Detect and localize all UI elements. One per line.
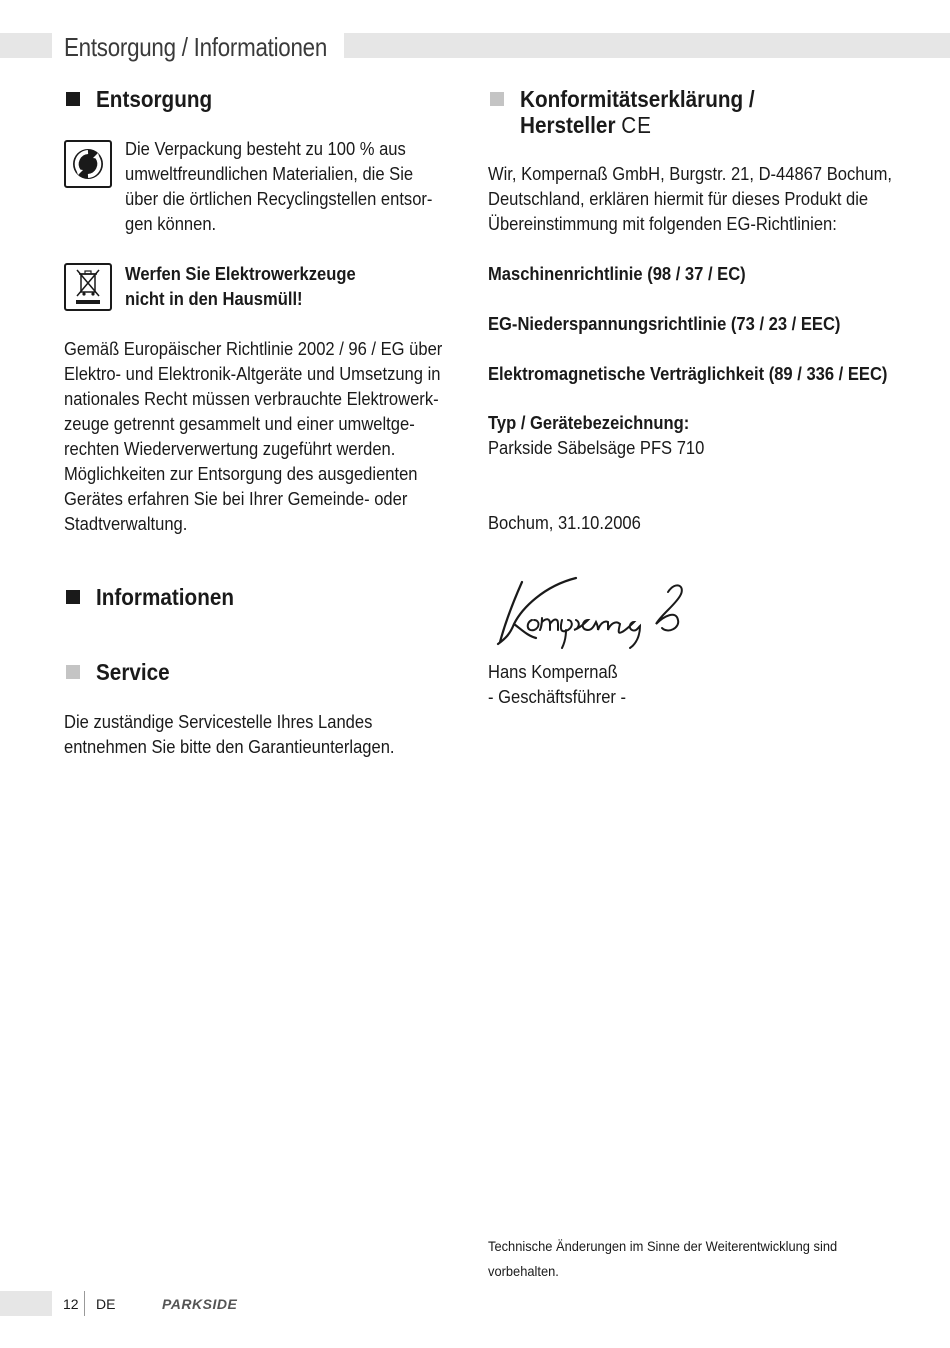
heading-entsorgung: Entsorgung [96,86,213,112]
text-line: vorbehalten. [488,1263,559,1279]
heading-line [520,112,755,138]
text-line: Deutschland, erklären hiermit für dieses Produkt die [488,189,869,209]
text-line: Übereinstimmung mit folgenden EG-Richtlinien: [488,214,837,234]
subsection-bullet [66,665,80,679]
packaging-text [125,137,432,237]
text-line: entnehmen Sie bitte den Garantieunterlagen. [64,737,395,757]
signer-name: Hans Kompernaß [488,662,618,682]
header-bar-left [0,33,52,58]
footer-bar [0,1291,52,1316]
section-bullet [66,92,80,106]
text-line: Gemäß Europäischer Richtlinie 2002 / 96 / EG über [64,339,443,359]
type-value: Parkside Säbelsäge PFS 710 [488,438,705,458]
brand-logo: PARKSIDE [162,1296,238,1312]
text-line: Elektro- und Elektronik-Altgeräte und Umsetzung in [64,364,441,384]
directive-emc: Elektromagnetische Verträglichkeit (89 / 336 / EEC) [488,364,888,384]
text-line: Werfen Sie Elektrowerkzeuge [125,264,356,284]
text-line: gen können. [125,214,217,234]
text-line: zeuge getrennt gesammelt und einer umweltge- [64,414,415,434]
ce-mark: CE [621,112,652,138]
text-line: über die örtlichen Recyclingstellen entsor- [125,189,433,209]
technical-note [488,1234,837,1284]
directive-text [64,337,442,537]
crossed-out-bin-icon [64,263,112,311]
green-dot-recycling-icon [64,140,112,188]
subsection-bullet [490,92,504,106]
text-line: Wir, Kompernaß GmbH, Burgstr. 21, D-44867 Bochum, [488,164,893,184]
directive-machinery: Maschinenrichtlinie (98 / 37 / EC) [488,264,746,284]
header-bar-right [344,33,950,58]
heading-konformitaet [520,86,755,138]
text-line: rechten Wiederverwertung zugeführt werden. [64,439,396,459]
text-line: Technische Änderungen im Sinne der Weiterentwicklung sind [488,1238,838,1254]
signer-role: - Geschäftsführer - [488,687,627,707]
text-line: Gerätes erfahren Sie bei Ihrer Gemeinde- oder [64,489,408,509]
place-date: Bochum, 31.10.2006 [488,513,641,533]
directive-low-voltage: EG-Niederspannungsrichtlinie (73 / 23 / EEC) [488,314,841,334]
text-line: Möglichkeiten zur Entsorgung des ausgedienten [64,464,418,484]
warning-text [125,262,356,312]
text-line: Die Verpackung besteht zu 100 % aus [125,139,406,159]
text-line: umweltfreundlichen Materialien, die Sie [125,164,414,184]
language-code: DE [96,1296,116,1312]
page-title: Entsorgung / Informationen [64,32,328,62]
heading-line: Konformitätserklärung / [520,86,755,112]
heading-service: Service [96,659,170,685]
text-line: nicht in den Hausmüll! [125,289,303,309]
text-line: nationales Recht müssen verbrauchte Elektrowerk- [64,389,439,409]
footer-divider [84,1291,85,1316]
section-bullet [66,590,80,604]
service-text [64,710,395,760]
heading-hersteller: Hersteller [520,112,616,138]
signature-icon [492,572,692,652]
declaration-text [488,162,892,237]
type-label: Typ / Gerätebezeichnung: [488,413,690,433]
text-line: Stadtverwaltung. [64,514,188,534]
page-number: 12 [63,1296,79,1312]
heading-informationen: Informationen [96,584,235,610]
text-line: Die zuständige Servicestelle Ihres Landes [64,712,373,732]
